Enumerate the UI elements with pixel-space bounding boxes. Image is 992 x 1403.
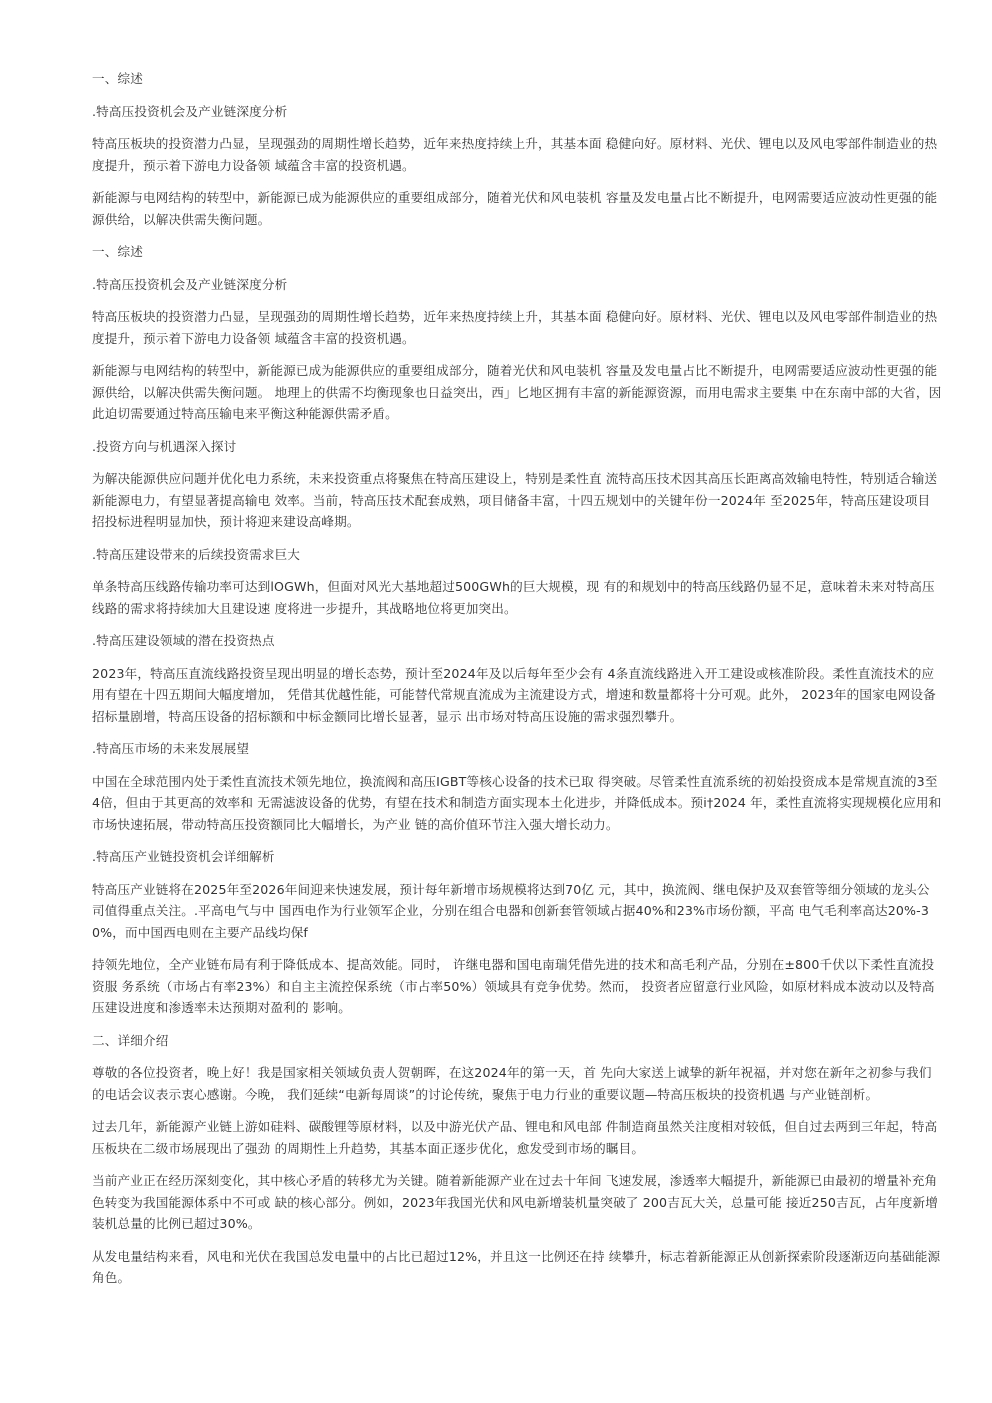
section-heading: 一、综述 [92,71,143,86]
paragraph: 为解决能源供应问题并优化电力系统，未来投资重点将聚焦在特高压建设上，特别是柔性直 流特高压技术因其高压长距离高效输电特性，特别适合输送新能源电力，有望显著提高输电 效率。当前，特高压技术配套成熟，项目储备丰富，十四五规划中的关键年份一2024年 至2025年，特高压建设项目招投标进程明显加快，预计将迎来建设高峰期。 [92,471,938,529]
subsection-heading: .特高压投资机会及产业链深度分析 [92,276,288,292]
paragraph: 新能源与电网结构的转型中，新能源已成为能源供应的重要组成部分，随着光伏和风电装机 容量及发电量占比不断提升，电网需要适应波动性更强的能源供给，以解决供需失衡问题。 [92,190,938,227]
document-body [92,68,942,1300]
paragraph: 持领先地位，全产业链布局有利于降低成本、提高效能。同时， 许继电器和国电南瑞凭借先进的技术和高毛利产品，分别在±800千伏以下柔性直流投资服 务系统（市场占有率23%）和自主主流控保系统（市占率50%）领域具有竞争优势。然而， 投资者应留意行业风险，如原材料成本波动以及特高压建设进度和渗透率未达预期对盈利的 影响。 [92,957,935,1015]
paragraph: 尊敬的各位投资者，晚上好！我是国家相关领域负责人贺朝晖，在这2024年的第一天，首 先向大家送上诚挚的新年祝福，并对您在新年之初参与我们的电话会议表示衷心感谢。今晚， 我们延续“电新每周谈”的讨论传统，聚焦于电力行业的重要议题—特高压板块的投资机遇 与产业链剖析。 [92,1065,932,1102]
paragraph: 特高压板块的投资潜力凸显，呈现强劲的周期性增长趋势，近年来热度持续上升，其基本面 稳健向好。原材料、光伏、锂电以及风电零部件制造业的热度提升，预示着下游电力设备领 域蕴含丰富的投资机遇。 [92,136,938,173]
paragraph: 过去几年，新能源产业链上游如硅料、碳酸锂等原材料，以及中游光伏产品、锂电和风电部 件制造商虽然关注度相对较低，但自过去两到三年起，特高压板块在二级市场展现出了强劲 的周期性上升趋势，其基本面正逐步优化，愈发受到市场的瞩目。 [92,1119,938,1156]
subsection-heading: .投资方向与机遇深入探讨 [92,438,237,454]
paragraph: 新能源与电网结构的转型中，新能源已成为能源供应的重要组成部分，随着光伏和风电装机 容量及发电量占比不断提升，电网需要适应波动性更强的能源供给，以解决供需失衡问题。 地理上的供需不均衡现象也日益突出，西」匕地区拥有丰富的新能源资源，而用电需求主要集 中在东南中部的大省，因此迫切需要通过特高压输电来平衡这种能源供需矛盾。 [92,363,942,421]
subsection-heading: .特高压投资机会及产业链深度分析 [92,103,288,119]
subsection-heading: .特高压产业链投资机会详细解析 [92,849,275,864]
subsection-heading: .特高压建设领域的潜在投资热点 [92,633,275,648]
paragraph: 2023年，特高压直流线路投资呈现出明显的增长态势，预计至2024年及以后每年至少会有 4条直流线路进入开工建设或核准阶段。柔性直流技术的应用有望在十四五期间大幅度增加， 凭借其优越性能，可能替代常规直流成为主流建设方式，增速和数量都将十分可观。此外， 2023年的国家电网设备招标量剧增，特高压设备的招标额和中标金额同比增长显著，显示 出市场对特高压设施的需求强烈攀升。 [92,665,936,724]
paragraph: 特高压板块的投资潜力凸显，呈现强劲的周期性增长趋势，近年来热度持续上升，其基本面 稳健向好。原材料、光伏、锂电以及风电零部件制造业的热度提升，预示着下游电力设备领 域蕴含丰富的投资机遇。 [92,309,938,346]
section-heading: 一、综述 [92,244,143,259]
paragraph: 从发电量结构来看，风电和光伏在我国总发电量中的占比已超过12%，并且这一比例还在持 续攀升，标志着新能源正从创新探索阶段逐渐迈向基础能源角色。 [92,1248,941,1285]
subsection-heading: .特高压市场的未来发展展望 [92,741,250,756]
subsection-heading: .特高压建设带来的后续投资需求巨大 [92,546,301,562]
paragraph: 特高压产业链将在2025年至2026年间迎来快速发展，预计每年新增市场规模将达到70亿 元，其中，换流阀、继电保护及双套管等细分领域的龙头公司值得重点关注。.平高电气与中 国西电作为行业领军企业，分别在组合电器和创新套管领域占据40%和23%市场份额，平高 电气毛利率高达20%-30%，而中国西电则在主要产品线均保f [92,881,930,940]
paragraph: 当前产业正在经历深刻变化，其中核心矛盾的转移尤为关键。随着新能源产业在过去十年间 飞速发展，渗透率大幅提升，新能源已由最初的增量补充角色转变为我国能源体系中不可或 缺的核心部分。例如，2023年我国光伏和风电新增装机量突破了 200吉瓦大关，总量可能 接近250吉瓦，占年度新增装机总量的比例已超过30%。 [92,1173,938,1231]
section-heading: 二、详细介绍 [92,1032,169,1048]
paragraph: 单条特高压线路传输功率可达到lOGWh，但面对风光大基地超过500GWh的巨大规模，现 有的和规划中的特高压线路仍显不足，意味着未来对特高压线路的需求将持续加大且建设速 度将进一步提升，其战略地位将更加突出。 [92,579,935,616]
paragraph: 中国在全球范围内处于柔性直流技术领先地位，换流阀和高压IGBT等核心设备的技术已取 得突破。尽管柔性直流系统的初始投资成本是常规直流的3至4倍，但由于其更高的效率和 无需滤波设备的优势，有望在技术和制造方面实现本土化进步，并降低成本。预i†2024 年，柔性直流将实现规模化应用和市场快速拓展，带动特高压投资额同比大幅增长，为产业 链的高价值环节注入强大增长动力。 [92,773,942,832]
